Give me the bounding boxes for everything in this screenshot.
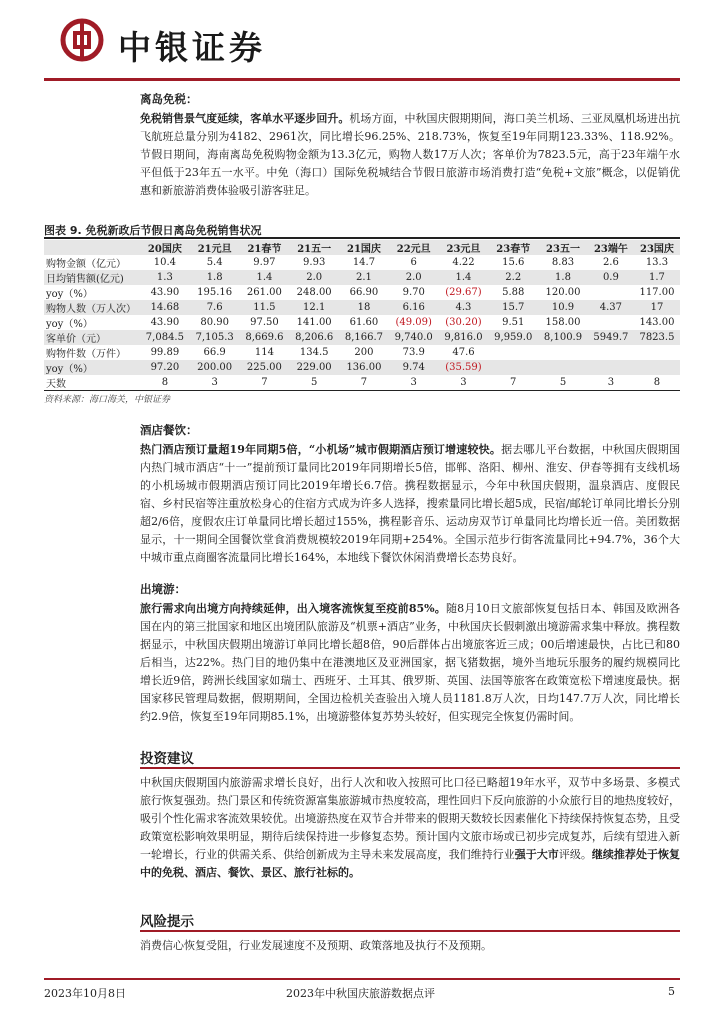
table-column-header: 23春节: [488, 240, 538, 255]
table-cell: 1.3: [140, 270, 190, 285]
figure-title: 图表 9. 免税新政后节假日离岛免税销售状况: [44, 224, 262, 237]
investment-text-after: 评级。: [558, 848, 592, 861]
table-cell: 2.2: [488, 270, 538, 285]
table-cell: 10.9: [538, 300, 588, 315]
table-cell: 14.7: [352, 257, 376, 268]
table-cell: [488, 360, 538, 375]
table-cell: 13.3: [645, 257, 669, 268]
table-cell: 6: [410, 257, 417, 268]
table-cell: 2.6: [602, 257, 619, 268]
investment-text: 中秋国庆假期国内旅游需求增长良好，出行人次和收入按照可比口径已略超19年水平，双节中多场景、多模式旅行恢复强劲。热门景区和传统资源富集旅游城市热度较高，理性回归下反向旅游的小众旅行目的地热度较好，吸引个性化需求客流效果较优。出境游热度在双节合并带来的假期天数较长因素催化下持续保持恢复态势，且受政策宽松影响效果明显，期待后续保持进一步修复态势。预计国内文旅市场或已初步完成复苏，后续有望进入新一轮增长，行业的供需关系、供给创新成为主导未来发展高度，我们维持行业: [140, 776, 680, 861]
page-header: [0, 0, 724, 84]
table-cell: 4.22: [452, 257, 475, 268]
table-cell: 3: [439, 375, 489, 391]
table-row-label: 购物件数（万件）: [46, 349, 126, 360]
table-cell: 18: [339, 300, 389, 315]
table-cell: 8,100.9: [538, 330, 588, 345]
table-column-header: 21春节: [240, 240, 290, 255]
table-cell: 6.16: [389, 300, 439, 315]
investment-rating: 强于大市: [514, 848, 559, 861]
table-cell: 80.90: [200, 317, 229, 328]
table-cell: 134.5: [299, 347, 329, 358]
table-cell: [538, 360, 588, 375]
table-cell: 225.00: [240, 360, 290, 375]
table-cell: 1.4: [439, 270, 489, 285]
table-cell: 15.7: [488, 300, 538, 315]
table-cell: 61.60: [349, 317, 379, 328]
table-cell: 73.9: [402, 347, 425, 358]
section-label-hotel: 酒店餐饮：: [140, 423, 198, 437]
bank-of-china-logo-icon: [60, 18, 104, 62]
table-cell: 143.00: [639, 317, 675, 328]
table-cell: 117.00: [639, 287, 675, 298]
table-cell: 2.1: [339, 270, 389, 285]
table-cell: 1.7: [634, 270, 680, 285]
brand-name: 中银证券: [118, 28, 266, 67]
table-cell: 7,084.5: [140, 330, 190, 345]
table-column-header: 22元旦: [389, 240, 439, 255]
table-cell: 3: [588, 375, 634, 391]
table-cell: 200.00: [190, 360, 240, 375]
hotel-text: 据去哪儿平台数据，中秋国庆假期国内热门城市酒店“十一”提前预订量同比2019年同期增长5倍，邯郸、洛阳、柳州、淮安、伊春等拥有支线机场的小机场城市假期酒店预订同比2019年增长6.7倍。携程数据显示，今年中秋国庆假期，温泉酒店、度假民宿、乡村民宿等注重放松身心的住宿方式成为许多人选择，搜索量同比增长超5成，民宿/邮轮订单同比增长分别超2/6倍，度假农庄订单量同比增长超过155%，携程影音乐、运动房双节订单量同比均增长近一倍。美团数据显示，十一期间全国餐饮堂食消费规模较2019年同期+254%。全国示范步行街客流量同比+94.7%，36个大中城市重点商圈客流量同比增长164%，本地线下餐饮休闲消费增长态势良好。: [140, 443, 680, 564]
table-cell: 9,740.0: [389, 330, 439, 345]
table-cell: 114: [254, 347, 274, 358]
footer-page-number: 5: [668, 985, 675, 998]
table-column-header: 21元旦: [190, 240, 240, 255]
table-cell: 2.0: [389, 270, 439, 285]
table-cell: 7823.5: [634, 330, 680, 345]
investment-heading-rule: [140, 767, 680, 769]
table-cell: [588, 345, 634, 360]
table-row-label: yoy（%）: [44, 360, 140, 375]
table-cell: 7: [488, 375, 538, 391]
table-cell: 7,105.3: [190, 330, 240, 345]
investment-recommendation: 继续推荐处于恢复中的免税、酒店、餐饮、景区、旅行社标的。: [140, 848, 681, 879]
table-cell: [634, 345, 680, 360]
table-row-label: 购物人数（万人次）: [44, 300, 140, 315]
table-row-label: 购物金额（亿元）: [46, 259, 126, 270]
table-cell: 8: [634, 375, 680, 391]
table-row: [44, 345, 680, 360]
table-row: [44, 315, 680, 330]
risk-heading: 风险提示: [140, 914, 194, 930]
table-cell: 2.0: [289, 270, 339, 285]
table-cell: 136.00: [339, 360, 389, 375]
table-cell: 1.8: [190, 270, 240, 285]
table-row: [44, 270, 680, 285]
footer-doc-title: 2023年中秋国庆旅游数据点评: [286, 987, 435, 1000]
table-cell: 195.16: [197, 287, 233, 298]
outbound-lead: 旅行需求向出境方向持续延伸，出入境客流恢复至疫前85%。: [140, 602, 446, 615]
table-cell: 261.00: [246, 287, 282, 298]
table-cell: 99.89: [150, 347, 180, 358]
table-cell: [488, 345, 538, 360]
table-cell: 9.93: [303, 257, 326, 268]
table-cell: 9.51: [502, 317, 525, 328]
table-row: [44, 375, 680, 391]
table-cell: [588, 285, 634, 300]
figure-rule: [44, 237, 680, 239]
table-cell: 3: [190, 375, 240, 391]
table-row-label: yoy（%）: [46, 289, 93, 300]
table-column-header: 20国庆: [140, 240, 190, 255]
table-cell: 14.68: [140, 300, 190, 315]
table-row: [44, 255, 680, 270]
table-cell: 11.5: [240, 300, 290, 315]
table-cell: 4.37: [588, 300, 634, 315]
figure-source: 资料来源：海口海关，中银证券: [44, 395, 171, 405]
table-cell: 5: [538, 375, 588, 391]
table-cell: 7: [240, 375, 290, 391]
risk-text: 消费信心恢复受阻，行业发展速度不及预期、政策落地及执行不及预期。: [140, 939, 492, 952]
table-cell: [538, 345, 588, 360]
table-column-header: 23国庆: [634, 240, 680, 255]
table-cell: 97.20: [140, 360, 190, 375]
table-row-label: yoy（%）: [46, 319, 93, 330]
table-cell: 200: [354, 347, 374, 358]
outbound-text: 随8月10日文旅部恢复包括日本、韩国及欧洲各国在内的第三批国家和地区出境团队旅游及“机票+酒店”业务，中秋国庆长假刺激出境游需求集中释放。携程数据显示，中秋国庆假期出境游订单同比增长超8倍，90后群体占出境旅客近三成；00后增速最快，占比已和80后相当，达22%。热门目的地仍集中在港澳地区及亚洲国家，据飞猪数据，境外当地玩乐服务的履约规模同比增长近9倍，跨洲长线国家如瑞士、西班牙、土耳其、俄罗斯、英国、法国等旅客在政策宽松下增速度最快。据国家移民管理局数据，假期期间，全国边检机关查验出入境人员1181.8万人次，日均147.7万人次，同比增长约2.9倍，恢复至19年同期85.1%，出境游整体复苏势头较好，但实现完全恢复仍需时间。: [140, 602, 680, 723]
table-cell: 1.4: [240, 270, 290, 285]
table-cell: 43.90: [150, 287, 180, 298]
table-cell: 0.9: [588, 270, 634, 285]
risk-heading-rule: [140, 930, 680, 932]
table-cell: [588, 360, 634, 375]
table-cell: 7: [339, 375, 389, 391]
table-cell: 3: [389, 375, 439, 391]
table-cell: 12.1: [289, 300, 339, 315]
table-row: [44, 360, 680, 375]
table-cell: 9,816.0: [439, 330, 489, 345]
table-cell: 120.00: [545, 287, 581, 298]
table-cell: (35.59): [439, 360, 489, 375]
investment-paragraph: [140, 774, 680, 882]
table-cell: 10.4: [153, 257, 177, 268]
table-column-header: 23端午: [588, 240, 634, 255]
table-cell: 47.6: [452, 347, 475, 358]
table-cell: 4.3: [439, 300, 489, 315]
table-cell: (29.67): [445, 287, 482, 298]
table-cell: (30.20): [445, 317, 482, 328]
table-row-label: 客单价（元）: [44, 330, 140, 345]
table-header-row: [44, 240, 680, 255]
table-cell: 9,959.0: [488, 330, 538, 345]
footer-rule: [44, 978, 680, 980]
table-cell: 8,206.6: [289, 330, 339, 345]
island-paragraph: [140, 110, 680, 200]
table-cell: 5949.7: [588, 330, 634, 345]
table-cell: 8,669.6: [240, 330, 290, 345]
table-cell: 9.70: [402, 287, 425, 298]
table-row-label: 日均销售额(亿元): [44, 270, 140, 285]
table-cell: 158.00: [545, 317, 581, 328]
table-cell: 141.00: [296, 317, 332, 328]
header-rule: [44, 78, 680, 81]
table-cell: 5.88: [502, 287, 525, 298]
table-cell: 8: [140, 375, 190, 391]
hotel-lead: 热门酒店预订量超19年同期5倍，“小机场”城市假期酒店预订增速较快。: [140, 443, 502, 456]
table-cell: (49.09): [395, 317, 432, 328]
table-cell: 66.90: [349, 287, 379, 298]
table-cell: 97.50: [250, 317, 279, 328]
table-cell: 248.00: [296, 287, 332, 298]
table-cell: 7.6: [190, 300, 240, 315]
duty-free-table: [44, 240, 680, 391]
island-lead: 免税销售景气度延续，客单水平逐步回升。: [140, 112, 350, 125]
table-cell: 5: [289, 375, 339, 391]
table-cell: [634, 360, 680, 375]
section-label-island: 离岛免税：: [140, 92, 198, 106]
table-cell: 66.9: [203, 347, 226, 358]
table-cell: 9.74: [389, 360, 439, 375]
table-cell: 9.97: [253, 257, 276, 268]
footer-date: 2023年10月8日: [44, 987, 126, 1000]
island-text: 机场方面，中秋国庆假期期间，海口美兰机场、三亚凤凰机场进出抗飞航班总量分别为4182、2961次，同比增长96.25%、218.73%，恢复至19年同期123.33%、118.92%。节假日期间，海南离岛免税购物金额为13.3亿元，购物人数17万人次；客单价为7823.5元，高于23年端午水平但低于23年五一水平。中免（海口）国际免税城结合节假日旅游市场消费打造“免税+文旅”概念，以促销优惠和新旅游消费体验吸引游客驻足。: [140, 112, 681, 197]
table-row: [44, 285, 680, 300]
section-label-outbound: 出境游：: [140, 582, 186, 596]
table-column-header: 21五一: [289, 240, 339, 255]
table-body: [44, 255, 680, 391]
table-row-label: 天数: [44, 375, 140, 391]
table-cell: [588, 315, 634, 330]
table-cell: 15.6: [502, 257, 525, 268]
table-corner-cell: [44, 240, 140, 255]
table-cell: 5.4: [206, 257, 223, 268]
table-column-header: 23元旦: [439, 240, 489, 255]
table-cell: 8,166.7: [339, 330, 389, 345]
table-cell: 43.90: [150, 317, 180, 328]
table-column-header: 21国庆: [339, 240, 389, 255]
table-cell: 1.8: [538, 270, 588, 285]
table-row: [44, 300, 680, 315]
table-column-header: 23五一: [538, 240, 588, 255]
table-cell: 229.00: [289, 360, 339, 375]
table-row: [44, 330, 680, 345]
table-cell: 8.83: [551, 257, 575, 268]
outbound-paragraph: [140, 600, 680, 726]
table-cell: 17: [634, 300, 680, 315]
investment-heading: 投资建议: [140, 751, 194, 767]
hotel-paragraph: [140, 441, 680, 567]
